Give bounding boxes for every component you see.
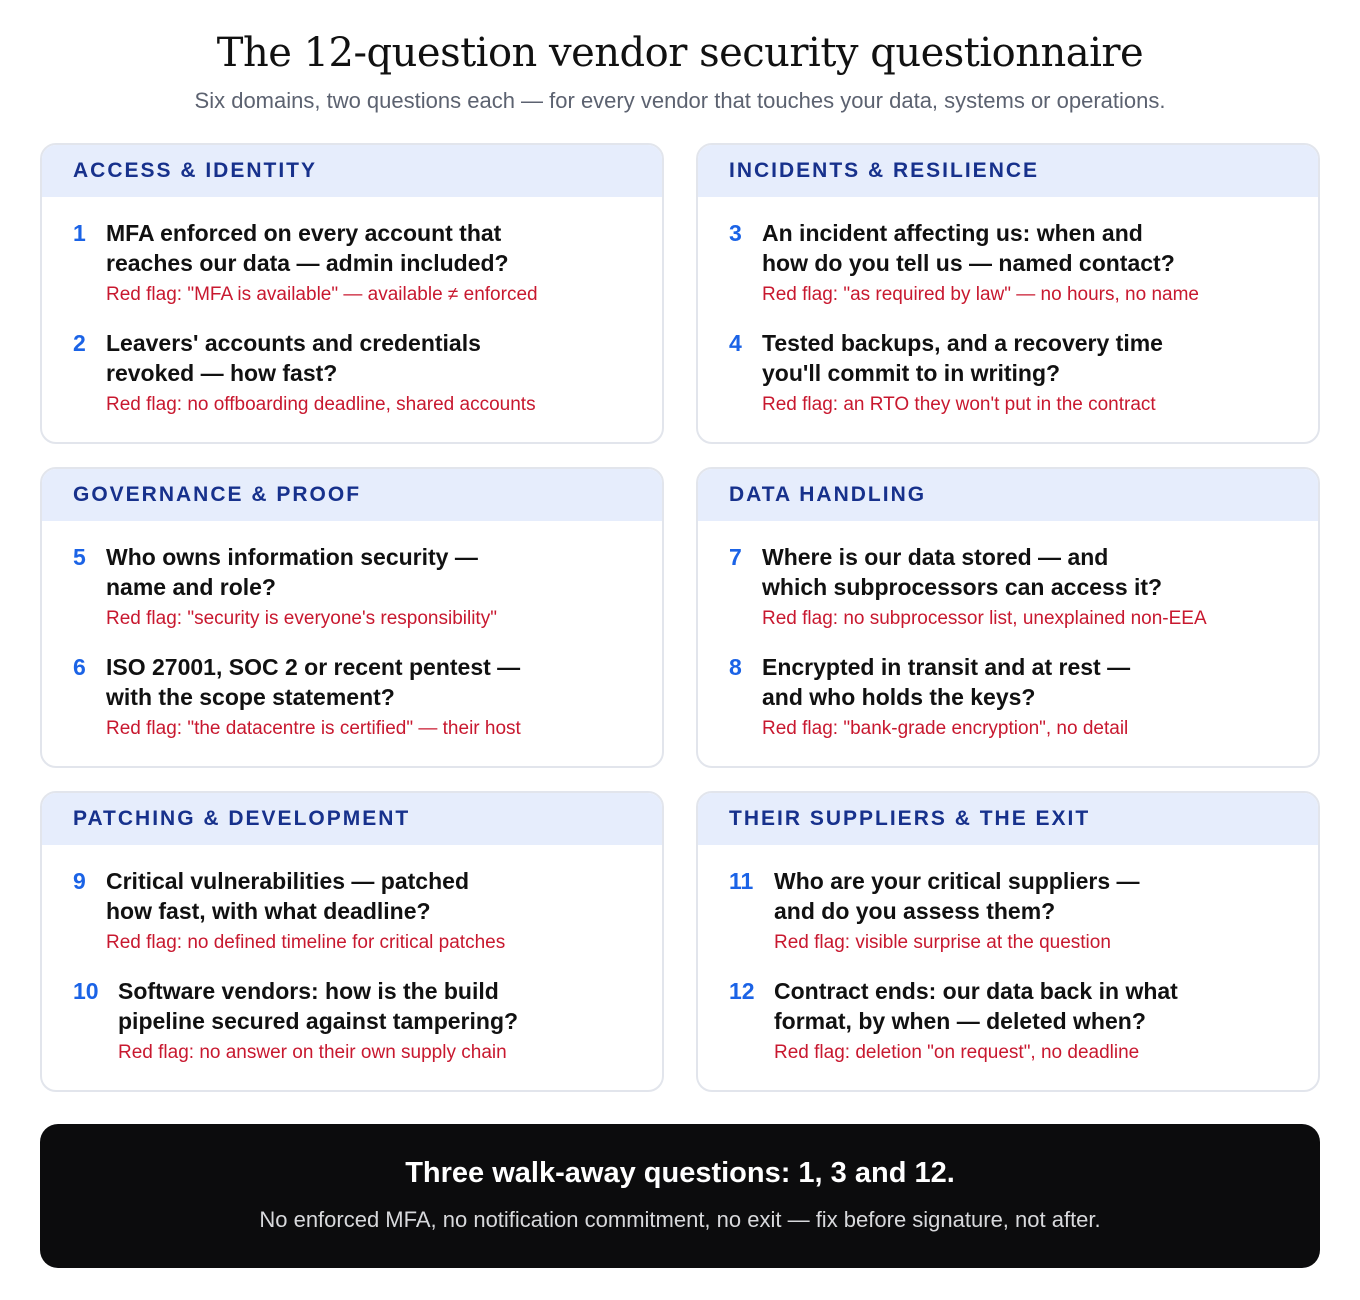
question-number: 8: [729, 654, 742, 680]
question-text: Software vendors: how is the build pipeline secured against tampering?: [118, 978, 519, 1034]
question-item: [698, 328, 1318, 417]
question-number: 3: [729, 220, 742, 246]
domain-card-incidents-resilience: [696, 143, 1320, 444]
question-text: Leavers' accounts and credentials revoked — how fast?: [106, 330, 481, 386]
red-flag-text: Red flag: no subprocessor list, unexplained non-EEA: [762, 608, 1207, 629]
question-item: [42, 652, 662, 741]
question-item: [42, 328, 662, 417]
question-number: 10: [73, 978, 99, 1004]
question-number: 6: [73, 654, 86, 680]
question-number: 2: [73, 330, 86, 356]
question-text: Contract ends: our data back in what format, by when — deleted when?: [774, 978, 1178, 1034]
question-item: [698, 652, 1318, 741]
question-item: [698, 976, 1318, 1065]
banner-text: No enforced MFA, no notification commitment, no exit — fix before signature, not after.: [259, 1207, 1101, 1232]
question-text: ISO 27001, SOC 2 or recent pentest — with the scope statement?: [106, 654, 521, 710]
question-number: 4: [729, 330, 742, 356]
question-text: Critical vulnerabilities — patched how fast, with what deadline?: [106, 868, 469, 924]
question-item: [42, 976, 662, 1065]
question-item: [698, 542, 1318, 631]
question-number: 5: [73, 544, 86, 570]
domain-heading: DATA HANDLING: [698, 469, 1318, 521]
domain-card-suppliers-exit: [696, 791, 1320, 1092]
red-flag-text: Red flag: an RTO they won't put in the contract: [762, 394, 1156, 415]
question-item: [42, 542, 662, 631]
question-text: MFA enforced on every account that reaches our data — admin included?: [106, 220, 509, 276]
question-number: 9: [73, 868, 86, 894]
question-item: [698, 866, 1318, 955]
question-text: Encrypted in transit and at rest — and who holds the keys?: [762, 654, 1131, 710]
question-text: Who are your critical suppliers — and do you assess them?: [774, 868, 1140, 924]
question-text: An incident affecting us: when and how do you tell us — named contact?: [762, 220, 1175, 276]
red-flag-text: Red flag: no answer on their own supply chain: [118, 1042, 507, 1063]
domain-card-data-handling: [696, 467, 1320, 768]
red-flag-text: Red flag: visible surprise at the question: [774, 932, 1111, 953]
red-flag-text: Red flag: "bank-grade encryption", no detail: [762, 718, 1129, 739]
question-text: Who owns information security — name and role?: [106, 544, 478, 600]
red-flag-text: Red flag: no offboarding deadline, shared accounts: [106, 394, 536, 415]
domain-card-governance-proof: [40, 467, 664, 768]
question-item: [698, 218, 1318, 307]
domain-grid: [40, 143, 1320, 1092]
question-item: [42, 218, 662, 307]
page-title: The 12-question vendor security questionnaire: [216, 30, 1144, 76]
domain-heading: PATCHING & DEVELOPMENT: [42, 793, 662, 845]
domain-card-access-identity: [40, 143, 664, 444]
banner-title: Three walk-away questions: 1, 3 and 12.: [405, 1157, 955, 1189]
question-number: 12: [729, 978, 755, 1004]
domain-heading: ACCESS & IDENTITY: [42, 145, 662, 197]
page-subtitle: Six domains, two questions each — for every vendor that touches your data, systems or operations.: [194, 88, 1166, 113]
question-text: Tested backups, and a recovery time you'll commit to in writing?: [762, 330, 1163, 386]
red-flag-text: Red flag: deletion "on request", no deadline: [774, 1042, 1140, 1063]
red-flag-text: Red flag: "security is everyone's responsibility": [106, 608, 497, 629]
red-flag-text: Red flag: "the datacentre is certified" — their host: [106, 718, 521, 739]
red-flag-text: Red flag: no defined timeline for critical patches: [106, 932, 506, 953]
walk-away-banner: [40, 1124, 1320, 1268]
red-flag-text: Red flag: "MFA is available" — available ≠ enforced: [106, 284, 538, 305]
domain-heading: GOVERNANCE & PROOF: [42, 469, 662, 521]
red-flag-text: Red flag: "as required by law" — no hours, no name: [762, 284, 1199, 305]
domain-heading: THEIR SUPPLIERS & THE EXIT: [698, 793, 1318, 845]
domain-card-patching-development: [40, 791, 664, 1092]
question-item: [42, 866, 662, 955]
question-text: Where is our data stored — and which subprocessors can access it?: [762, 544, 1163, 600]
question-number: 11: [729, 868, 754, 894]
question-number: 1: [73, 220, 86, 246]
question-number: 7: [729, 544, 742, 570]
domain-heading: INCIDENTS & RESILIENCE: [698, 145, 1318, 197]
